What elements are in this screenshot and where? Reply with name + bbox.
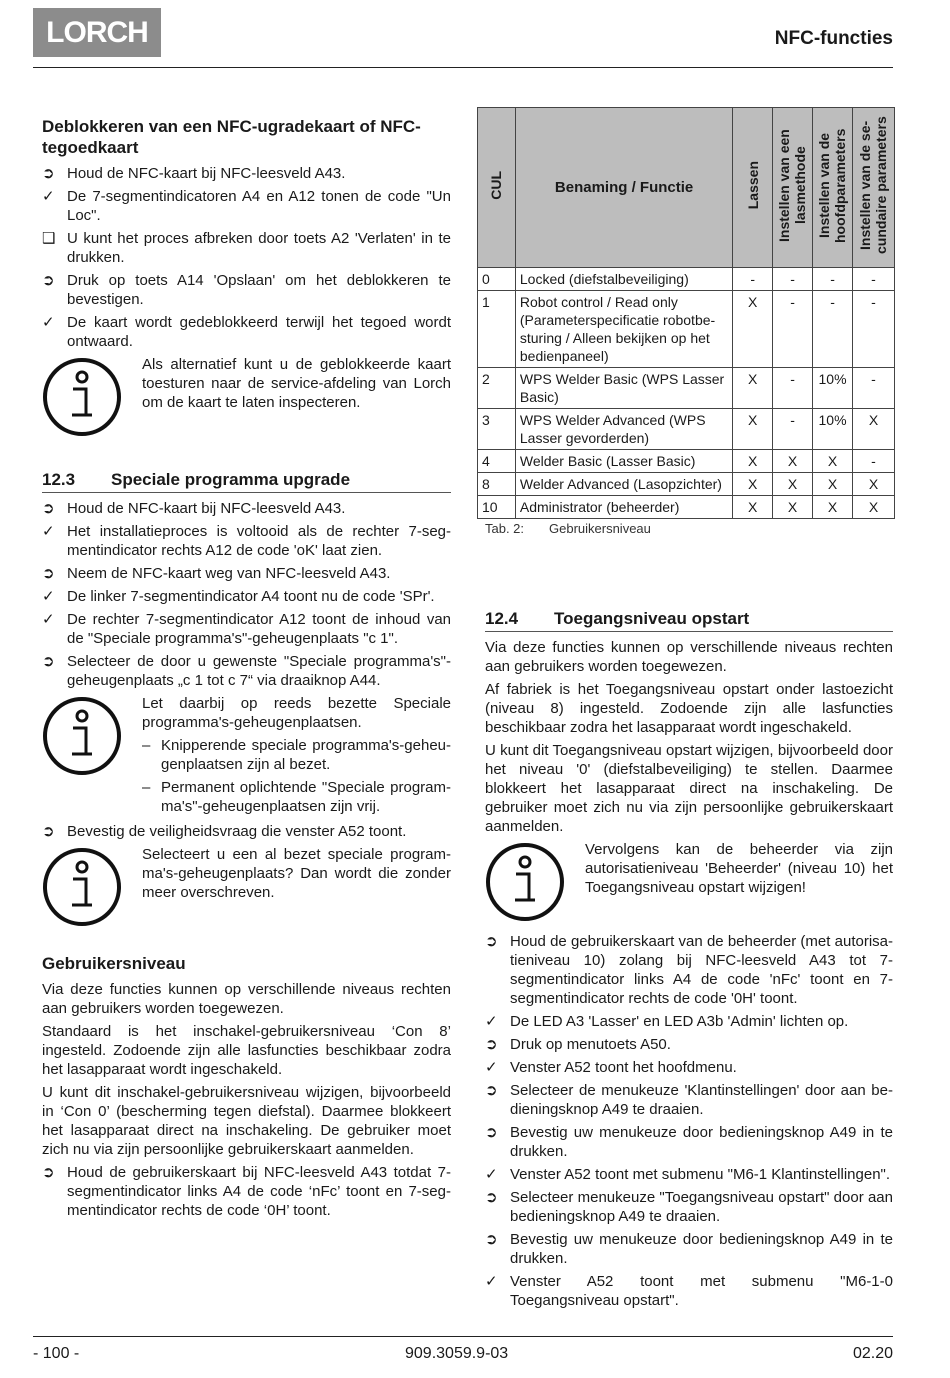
left-column xyxy=(42,116,451,1224)
table-cell-name: Robot control / Read only (Parameterspecificatie robotbesturing / Alleen bekijken op het bedienpaneel) xyxy=(515,291,732,368)
step-text: Houd de gebruikerskaart bij NFC-leesveld A43 totdat 7-segmentindicator links A4 de code ‘nFc’ toont en 7-segmentindicator rechts de code ‘0H’ toont. xyxy=(67,1164,451,1219)
table-row xyxy=(478,409,895,450)
step-text: De kaart wordt gedeblokkeerd terwijl het tegoed wordt ontwaard. xyxy=(67,314,451,350)
unblock-steps xyxy=(42,164,451,351)
step-marker: ➲ xyxy=(485,933,498,950)
step-item xyxy=(42,522,451,560)
footer-rule xyxy=(33,1336,893,1337)
step-marker: ✓ xyxy=(485,1013,498,1030)
step-item xyxy=(485,1058,893,1077)
step-text: De LED A3 'Lasser' en LED A3b 'Admin' lichten op. xyxy=(510,1013,849,1030)
table-row xyxy=(478,291,895,368)
section-title-unblock: Deblokkeren van een NFC-ugradekaart of NFC-tegoedkaart xyxy=(42,117,421,157)
step-text: Houd de NFC-kaart bij NFC-leesveld A43. xyxy=(67,165,346,182)
dash-text: Permanent oplichtende "Speciale programma's"-geheugenplaatsen zijn vrij. xyxy=(161,779,451,815)
table-cell-cul: 1 xyxy=(478,291,516,368)
step-text: Neem de NFC-kaart weg van NFC-leesveld A43. xyxy=(67,565,391,582)
step-item xyxy=(42,652,451,690)
step-item xyxy=(485,1272,893,1310)
step-item xyxy=(485,1188,893,1226)
table-cell-c2: X xyxy=(773,496,813,519)
info-text: Selecteert u een al bezet speciale programma's-geheugenplaats? Dan wordt die zonder meer overschreven. xyxy=(142,846,451,901)
step-item xyxy=(42,187,451,225)
table-cell-c2: X xyxy=(773,450,813,473)
step-item xyxy=(42,313,451,351)
dash-item: – Permanent oplichtende "Speciale programma's"-geheugenplaatsen zijn vrij. xyxy=(142,779,451,815)
step-marker: ➲ xyxy=(485,1036,498,1053)
step-text: Selecteer de door u gewenste "Speciale programma's"-geheugenplaats „c 1 tot c 7“ via draaiknop A44. xyxy=(67,653,451,689)
paragraph: Via deze functies kunnen op verschillende niveaus rechten aan gebruikers worden toegewezen. xyxy=(42,981,451,1017)
col-header-name: Benaming / Functie xyxy=(515,108,732,268)
paragraph: Via deze functies kunnen op verschillende niveaus rechten aan gebruikers worden toegewezen. xyxy=(485,639,893,675)
table-cell-c4: - xyxy=(853,291,895,368)
dash-text: Knipperende speciale programma's-geheugenplaatsen zijn al bezet. xyxy=(161,737,451,773)
step-item xyxy=(485,1081,893,1119)
dash-item: – Knipperende speciale programma's-geheugenplaatsen zijn al bezet. xyxy=(142,737,451,773)
col-header-welding: Lassen xyxy=(733,108,773,268)
step-marker: ✓ xyxy=(42,523,55,540)
header-rule xyxy=(33,67,893,68)
info-icon xyxy=(485,842,565,927)
table-cell-name: Administrator (beheerder) xyxy=(515,496,732,519)
lorch-logo: LORCH xyxy=(33,8,161,57)
table-caption xyxy=(477,521,895,536)
section-title-user-level: Gebruikersniveau xyxy=(42,954,186,973)
step-item xyxy=(42,610,451,648)
step-item xyxy=(485,1123,893,1161)
section-rule xyxy=(42,492,451,493)
page-number: - 100 - xyxy=(33,1345,80,1362)
step-item xyxy=(42,822,451,841)
info-text: Let daarbij op reeds bezette Speciale programma's-geheugenplaatsen. xyxy=(142,695,451,731)
table-cell-c4: - xyxy=(853,268,895,291)
table-cell-name: Welder Basic (Lasser Basic) xyxy=(515,450,732,473)
info-box xyxy=(42,355,451,435)
step-item xyxy=(42,229,451,267)
step-marker: ➲ xyxy=(485,1124,498,1141)
table-cell-c1: X xyxy=(733,450,773,473)
step-text: Bevestig uw menukeuze door bedieningsknop A49 in te drukken. xyxy=(510,1231,893,1267)
paragraph: Standaard is het inschakel-gebruikersniveau ‘Con 8’ ingesteld. Zodoende zijn alle lasfuncties beschikbaar zodra het lasapparaat wordt ingeschakeld. xyxy=(42,1023,451,1078)
info-box xyxy=(42,694,451,816)
step-marker: ➲ xyxy=(485,1189,498,1206)
table-cell-c4: X xyxy=(853,496,895,519)
step-text: Selecteer menukeuze "Toegangsniveau opstart" door aan bedieningsknop A49 te draaien. xyxy=(510,1189,893,1225)
caption-text: Gebruikersniveau xyxy=(549,521,651,536)
step-text: Houd de gebruikerskaart van de beheerder (met autorisatieniveau 10) zolang bij NFC-leesveld A43 tot 7-segmentindicator links A4 de code 'nFc' toont en 7-segmentindicator rechts de code '0H' toont. xyxy=(510,933,893,1007)
table-cell-cul: 8 xyxy=(478,473,516,496)
paragraph: Af fabriek is het Toegangsniveau opstart onder lastoezicht (niveau 8) ingesteld. Zodoende zijn alle lasfuncties beschikbaar zodra het lasapparaat wordt ingeschakeld. xyxy=(485,681,893,736)
section-number: 12.3 xyxy=(42,470,76,489)
table-cell-c1: - xyxy=(733,268,773,291)
step-item xyxy=(42,499,451,518)
step-text: Druk op menutoets A50. xyxy=(510,1036,671,1053)
step-marker: ➲ xyxy=(42,565,55,582)
table-cell-name: WPS Welder Basic (WPS Lasser Basic) xyxy=(515,368,732,409)
table-cell-c3: 10% xyxy=(813,368,853,409)
step-marker: ➲ xyxy=(42,500,55,517)
table-cell-c4: - xyxy=(853,368,895,409)
section-heading-12-4 xyxy=(485,608,893,629)
step-text: Venster A52 toont met submenu "M6-1-0 Toegangsniveau opstart". xyxy=(510,1273,893,1309)
table-cell-c1: X xyxy=(733,409,773,450)
table-cell-c4: - xyxy=(853,450,895,473)
step-item xyxy=(42,587,451,606)
table-cell-c2: - xyxy=(773,368,813,409)
step-marker: ➲ xyxy=(42,823,55,840)
table-cell-c4: X xyxy=(853,473,895,496)
paragraph: U kunt dit Toegangsniveau opstart wijzigen, bijvoorbeeld door het niveau '0' (diefstalbeveiliging) te stellen. Daarmee blokkeert het lasapparaat direct na inschakeling. De gebruiker moet zich nu via zijn persoonlijke gebruikerskaart aanmelden. xyxy=(485,742,893,835)
page-header-title: NFC-functies xyxy=(774,28,893,49)
step-marker: ✓ xyxy=(42,611,55,628)
step-marker: ➲ xyxy=(485,1231,498,1248)
paragraph: U kunt dit inschakel-gebruikersniveau wijzigen, bijvoorbeeld in ‘Con 0’ (bescherming tegen diefstal). Daarmee blokkeert het lasapparaat direct na inschakeling. De gebruiker moet zich nu via zijn persoonlijke gebruikerskaart aanmelden. xyxy=(42,1084,451,1158)
table-cell-c3: X xyxy=(813,496,853,519)
table-cell-c1: X xyxy=(733,368,773,409)
info-box xyxy=(485,840,893,920)
caption-label: Tab. 2: xyxy=(485,521,525,536)
table-cell-c3: X xyxy=(813,473,853,496)
step-text: Druk op toets A14 'Opslaan' om het deblokkeren te bevestigen. xyxy=(67,272,451,308)
table-row xyxy=(478,496,895,519)
info-icon xyxy=(42,357,122,442)
step-marker: ➲ xyxy=(42,272,55,289)
step-text: Venster A52 toont het hoofdmenu. xyxy=(510,1059,737,1076)
table-row xyxy=(478,473,895,496)
table-cell-c2: - xyxy=(773,291,813,368)
table-cell-name: Welder Advanced (Lasopzichter) xyxy=(515,473,732,496)
section-heading-12-3 xyxy=(42,469,451,490)
table-cell-c4: X xyxy=(853,409,895,450)
step-marker: ✓ xyxy=(42,188,55,205)
section-title: Speciale programma upgrade xyxy=(111,470,351,489)
table-cell-c2: X xyxy=(773,473,813,496)
user-level-table xyxy=(477,107,895,519)
step-text: Selecteer de menukeuze 'Klantinstellingen' door aan bedieningsknop A49 te draaien. xyxy=(510,1082,893,1118)
info-box xyxy=(42,845,451,925)
table-cell-name: Locked (diefstalbeveiliging) xyxy=(515,268,732,291)
step-marker: ➲ xyxy=(42,1164,55,1181)
step-text: Het installatieproces is voltooid als de rechter 7-segmentindicator rechts A12 de code 'oK' laat zien. xyxy=(67,523,451,559)
table-cell-c2: - xyxy=(773,409,813,450)
table-cell-c1: X xyxy=(733,291,773,368)
step-item xyxy=(42,271,451,309)
startup-level-steps xyxy=(485,932,893,1310)
table-cell-cul: 3 xyxy=(478,409,516,450)
document-date: 02.20 xyxy=(852,1345,893,1362)
step-item xyxy=(42,164,451,183)
step-marker: ➲ xyxy=(485,1082,498,1099)
table-cell-c3: 10% xyxy=(813,409,853,450)
table-row xyxy=(478,368,895,409)
table-cell-name: WPS Welder Advanced (WPS Lasser gevorderden) xyxy=(515,409,732,450)
step-marker: ✓ xyxy=(42,588,55,605)
section-title: Toegangsniveau opstart xyxy=(554,609,750,628)
table-cell-cul: 2 xyxy=(478,368,516,409)
table-cell-c3: - xyxy=(813,268,853,291)
info-icon xyxy=(42,696,122,781)
info-icon xyxy=(42,847,122,932)
step-text: Bevestig uw menukeuze door bedieningsknop A49 in te drukken. xyxy=(510,1124,893,1160)
step-marker: ❑ xyxy=(42,230,56,247)
table-cell-c1: X xyxy=(733,473,773,496)
step-item xyxy=(485,1012,893,1031)
table-header-row xyxy=(478,108,895,268)
section-number: 12.4 xyxy=(485,609,519,628)
table-row xyxy=(478,450,895,473)
table-cell-cul: 10 xyxy=(478,496,516,519)
step-marker: ➲ xyxy=(42,165,55,182)
step-text: De 7-segmentindicatoren A4 en A12 tonen de code "Un Loc". xyxy=(67,188,451,224)
document-number: 909.3059.9-03 xyxy=(405,1345,509,1362)
step-text: De linker 7-segmentindicator A4 toont nu de code 'SPr'. xyxy=(67,588,435,605)
table-row xyxy=(478,268,895,291)
table-cell-c1: X xyxy=(733,496,773,519)
step-marker: ✓ xyxy=(42,314,55,331)
table-cell-cul: 0 xyxy=(478,268,516,291)
step-item xyxy=(485,932,893,1008)
step-item xyxy=(485,1230,893,1268)
info-text: Vervolgens kan de beheerder via zijn autorisatieniveau 'Beheerder' (niveau 10) het Toegangsniveau opstart wijzigen! xyxy=(585,841,893,896)
table-cell-cul: 4 xyxy=(478,450,516,473)
table-cell-c3: X xyxy=(813,450,853,473)
step-item xyxy=(485,1035,893,1054)
step-marker: ✓ xyxy=(485,1166,498,1183)
table-cell-c3: - xyxy=(813,291,853,368)
step-marker: ➲ xyxy=(42,653,55,670)
step-item xyxy=(42,1163,451,1220)
info-text: Als alternatief kunt u de geblokkeerde kaart toesturen naar de service-afdeling van Lorch om de kaart te laten inspecteren. xyxy=(142,356,451,411)
step-text: U kunt het proces afbreken door toets A2 'Verlaten' in te drukken. xyxy=(67,230,451,266)
step-text: Bevestig de veiligheidsvraag die venster A52 toont. xyxy=(67,823,407,840)
step-text: Venster A52 toont met submenu "M6-1 Klantinstellingen". xyxy=(510,1166,891,1183)
col-header-main-params: Instellen van de hoofdparameters xyxy=(813,108,853,268)
step-marker: ✓ xyxy=(485,1273,498,1290)
step-item xyxy=(485,1165,893,1184)
table-cell-c2: - xyxy=(773,268,813,291)
col-header-method: Instellen van een lasmethode xyxy=(773,108,813,268)
step-text: Houd de NFC-kaart bij NFC-leesveld A43. xyxy=(67,500,346,517)
user-level-table-block xyxy=(477,107,895,536)
col-header-secondary-params: Instellen van de secundaire parameters xyxy=(853,108,895,268)
step-item xyxy=(42,564,451,583)
right-column xyxy=(485,608,893,1314)
step-marker: ✓ xyxy=(485,1059,498,1076)
col-header-cul: CUL xyxy=(478,108,516,268)
upgrade-steps xyxy=(42,499,451,690)
step-text: De rechter 7-segmentindicator A12 toont de inhoud van de "Speciale programma's"-geheugenplaats "c 1". xyxy=(67,611,451,647)
section-rule xyxy=(485,631,893,632)
